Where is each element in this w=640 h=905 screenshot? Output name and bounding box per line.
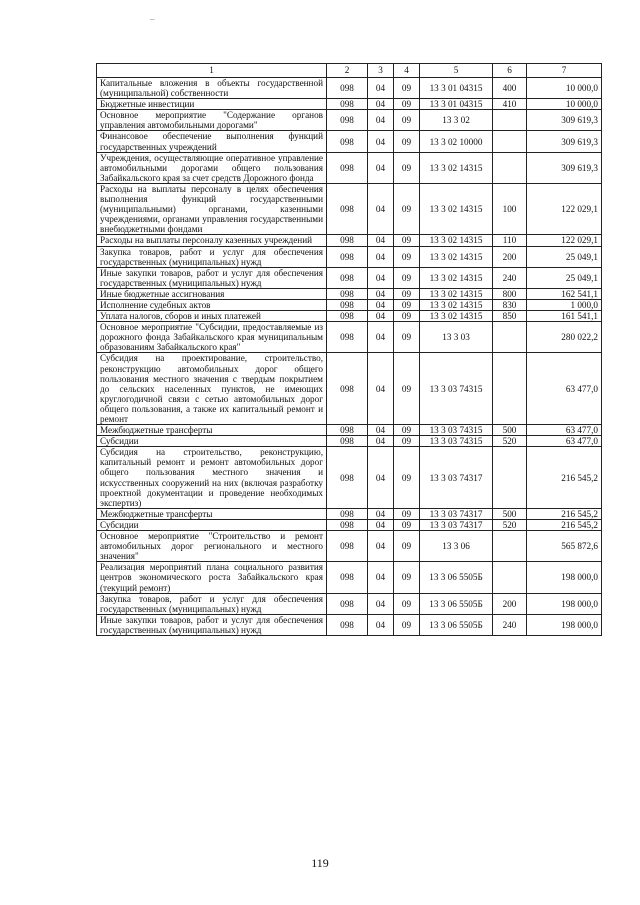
row-name-cell: Закупка товаров, работ и услуг для обеспечения государственных (муниципальных) нужд <box>97 593 327 614</box>
column-header: 7 <box>527 64 602 78</box>
table-row <box>97 436 602 447</box>
subsection-cell: 09 <box>394 614 420 635</box>
column-header: 6 <box>493 64 527 78</box>
target-article-cell: 13 3 02 10000 <box>420 131 493 152</box>
column-header: 4 <box>394 64 420 78</box>
admin-code-cell: 098 <box>327 78 368 99</box>
column-header: 2 <box>327 64 368 78</box>
admin-code-cell: 098 <box>327 110 368 131</box>
subsection-cell: 09 <box>394 562 420 593</box>
admin-code-cell: 098 <box>327 436 368 447</box>
target-article-cell: 13 3 02 14315 <box>420 183 493 234</box>
row-name-cell: Субсидии <box>97 519 327 530</box>
expense-type-cell: 830 <box>493 299 527 310</box>
subsection-cell: 09 <box>394 593 420 614</box>
target-article-cell: 13 3 02 14315 <box>420 299 493 310</box>
target-article-cell: 13 3 02 <box>420 110 493 131</box>
amount-cell: 63 477,0 <box>527 353 602 425</box>
amount-cell: 161 541,1 <box>527 311 602 322</box>
admin-code-cell: 098 <box>327 267 368 288</box>
subsection-cell: 09 <box>394 267 420 288</box>
target-article-cell: 13 3 03 74315 <box>420 353 493 425</box>
expense-type-cell <box>493 447 527 509</box>
subsection-cell: 09 <box>394 183 420 234</box>
section-cell: 04 <box>368 99 394 110</box>
target-article-cell: 13 3 06 5505Б <box>420 562 493 593</box>
section-cell: 04 <box>368 131 394 152</box>
table-row <box>97 322 602 353</box>
section-cell: 04 <box>368 299 394 310</box>
expense-type-cell: 500 <box>493 425 527 436</box>
subsection-cell: 09 <box>394 311 420 322</box>
admin-code-cell: 098 <box>327 288 368 299</box>
target-article-cell: 13 3 01 04315 <box>420 78 493 99</box>
amount-cell: 10 000,0 <box>527 78 602 99</box>
subsection-cell: 09 <box>394 425 420 436</box>
expense-type-cell: 400 <box>493 78 527 99</box>
admin-code-cell: 098 <box>327 246 368 267</box>
subsection-cell: 09 <box>394 322 420 353</box>
target-article-cell: 13 3 03 <box>420 322 493 353</box>
section-cell: 04 <box>368 593 394 614</box>
subsection-cell: 09 <box>394 519 420 530</box>
row-name-cell: Закупка товаров, работ и услуг для обеспечения государственных (муниципальных) нужд <box>97 246 327 267</box>
section-cell: 04 <box>368 152 394 183</box>
admin-code-cell: 098 <box>327 299 368 310</box>
admin-code-cell: 098 <box>327 562 368 593</box>
amount-cell: 162 541,1 <box>527 288 602 299</box>
expense-type-cell: 200 <box>493 246 527 267</box>
expense-type-cell: 240 <box>493 614 527 635</box>
amount-cell: 216 545,2 <box>527 508 602 519</box>
row-name-cell: Иные закупки товаров, работ и услуг для обеспечения государственных (муниципальных) нужд <box>97 614 327 635</box>
subsection-cell: 09 <box>394 353 420 425</box>
section-cell: 04 <box>368 531 394 562</box>
expense-type-cell <box>493 562 527 593</box>
amount-cell: 25 049,1 <box>527 246 602 267</box>
subsection-cell: 09 <box>394 288 420 299</box>
section-cell: 04 <box>368 78 394 99</box>
table-row <box>97 311 602 322</box>
section-cell: 04 <box>368 447 394 509</box>
expense-type-cell <box>493 110 527 131</box>
section-cell: 04 <box>368 246 394 267</box>
expense-type-cell <box>493 322 527 353</box>
expense-type-cell <box>493 152 527 183</box>
amount-cell: 10 000,0 <box>527 99 602 110</box>
section-cell: 04 <box>368 519 394 530</box>
section-cell: 04 <box>368 311 394 322</box>
subsection-cell: 09 <box>394 246 420 267</box>
expense-type-cell: 100 <box>493 183 527 234</box>
subsection-cell: 09 <box>394 531 420 562</box>
admin-code-cell: 098 <box>327 353 368 425</box>
admin-code-cell: 098 <box>327 593 368 614</box>
table-row <box>97 267 602 288</box>
expense-type-cell: 500 <box>493 508 527 519</box>
expense-type-cell: 410 <box>493 99 527 110</box>
target-article-cell: 13 3 02 14315 <box>420 267 493 288</box>
admin-code-cell: 098 <box>327 152 368 183</box>
target-article-cell: 13 3 03 74315 <box>420 425 493 436</box>
table-row <box>97 131 602 152</box>
target-article-cell: 13 3 02 14315 <box>420 152 493 183</box>
table-row <box>97 288 602 299</box>
section-cell: 04 <box>368 183 394 234</box>
admin-code-cell: 098 <box>327 519 368 530</box>
admin-code-cell: 098 <box>327 447 368 509</box>
expense-type-cell: 850 <box>493 311 527 322</box>
admin-code-cell: 098 <box>327 183 368 234</box>
section-cell: 04 <box>368 508 394 519</box>
subsection-cell: 09 <box>394 131 420 152</box>
expense-type-cell <box>493 131 527 152</box>
row-name-cell: Межбюджетные трансферты <box>97 508 327 519</box>
subsection-cell: 09 <box>394 78 420 99</box>
amount-cell: 122 029,1 <box>527 183 602 234</box>
admin-code-cell: 098 <box>327 322 368 353</box>
target-article-cell: 13 3 03 74315 <box>420 436 493 447</box>
table-row <box>97 531 602 562</box>
target-article-cell: 13 3 06 <box>420 531 493 562</box>
row-name-cell: Расходы на выплаты персоналу в целях обеспечения выполнения функций государственными (муниципальными) органами, казенными учреждениями, органами управления государственными внебюджетными фондами <box>97 183 327 234</box>
target-article-cell: 13 3 03 74317 <box>420 447 493 509</box>
section-cell: 04 <box>368 562 394 593</box>
row-name-cell: Субсидия на строительство, реконструкцию, капитальный ремонт и ремонт автомобильных дорог общего пользования местного значения и искусственных сооружений на них (включая разработку проектной документации и проведение необходимых экспертиз) <box>97 447 327 509</box>
amount-cell: 309 619,3 <box>527 110 602 131</box>
admin-code-cell: 098 <box>327 235 368 246</box>
table-row <box>97 78 602 99</box>
table-row <box>97 614 602 635</box>
table-row <box>97 508 602 519</box>
target-article-cell: 13 3 03 74317 <box>420 508 493 519</box>
column-header: 3 <box>368 64 394 78</box>
section-cell: 04 <box>368 614 394 635</box>
table-row <box>97 562 602 593</box>
target-article-cell: 13 3 01 04315 <box>420 99 493 110</box>
amount-cell: 198 000,0 <box>527 614 602 635</box>
amount-cell: 280 022,2 <box>527 322 602 353</box>
row-name-cell: Иные закупки товаров, работ и услуг для обеспечения государственных (муниципальных) нужд <box>97 267 327 288</box>
table-row <box>97 246 602 267</box>
section-cell: 04 <box>368 110 394 131</box>
table-row <box>97 99 602 110</box>
row-name-cell: Субсидии <box>97 436 327 447</box>
amount-cell: 63 477,0 <box>527 425 602 436</box>
row-name-cell: Межбюджетные трансферты <box>97 425 327 436</box>
admin-code-cell: 098 <box>327 425 368 436</box>
expense-type-cell <box>493 353 527 425</box>
expense-type-cell: 800 <box>493 288 527 299</box>
target-article-cell: 13 3 02 14315 <box>420 311 493 322</box>
row-name-cell: Реализация мероприятий плана социального развития центров экономического роста Забайкальского края (текущий ремонт) <box>97 562 327 593</box>
table-row <box>97 183 602 234</box>
table-row <box>97 353 602 425</box>
section-cell: 04 <box>368 436 394 447</box>
target-article-cell: 13 3 02 14315 <box>420 246 493 267</box>
row-name-cell: Бюджетные инвестиции <box>97 99 327 110</box>
subsection-cell: 09 <box>394 110 420 131</box>
section-cell: 04 <box>368 235 394 246</box>
amount-cell: 309 619,3 <box>527 131 602 152</box>
amount-cell: 1 000,0 <box>527 299 602 310</box>
subsection-cell: 09 <box>394 152 420 183</box>
header-row <box>97 64 602 78</box>
admin-code-cell: 098 <box>327 99 368 110</box>
admin-code-cell: 098 <box>327 508 368 519</box>
table-body <box>97 78 602 636</box>
admin-code-cell: 098 <box>327 131 368 152</box>
table-row <box>97 152 602 183</box>
table-row <box>97 299 602 310</box>
table-row <box>97 519 602 530</box>
expense-type-cell: 110 <box>493 235 527 246</box>
scan-mark: – <box>150 14 155 24</box>
subsection-cell: 09 <box>394 299 420 310</box>
row-name-cell: Расходы на выплаты персоналу казенных учреждений <box>97 235 327 246</box>
section-cell: 04 <box>368 353 394 425</box>
expense-type-cell: 200 <box>493 593 527 614</box>
subsection-cell: 09 <box>394 436 420 447</box>
section-cell: 04 <box>368 322 394 353</box>
row-name-cell: Исполнение судебных актов <box>97 299 327 310</box>
row-name-cell: Основное мероприятие "Субсидии, предоставляемые из дорожного фонда Забайкальского края муниципальным образованиям Забайкальского края" <box>97 322 327 353</box>
amount-cell: 198 000,0 <box>527 562 602 593</box>
target-article-cell: 13 3 02 14315 <box>420 288 493 299</box>
row-name-cell: Иные бюджетные ассигнования <box>97 288 327 299</box>
table-row <box>97 447 602 509</box>
admin-code-cell: 098 <box>327 311 368 322</box>
amount-cell: 565 872,6 <box>527 531 602 562</box>
amount-cell: 25 049,1 <box>527 267 602 288</box>
section-cell: 04 <box>368 425 394 436</box>
amount-cell: 309 619,3 <box>527 152 602 183</box>
section-cell: 04 <box>368 288 394 299</box>
table-row <box>97 235 602 246</box>
table-row <box>97 425 602 436</box>
section-cell: 04 <box>368 267 394 288</box>
column-header: 1 <box>97 64 327 78</box>
expense-type-cell: 240 <box>493 267 527 288</box>
admin-code-cell: 098 <box>327 614 368 635</box>
subsection-cell: 09 <box>394 99 420 110</box>
subsection-cell: 09 <box>394 235 420 246</box>
row-name-cell: Уплата налогов, сборов и иных платежей <box>97 311 327 322</box>
row-name-cell: Учреждения, осуществляющие оперативное управление автомобильными дорогами общего пользования Забайкальского края за счет средств Дорожного фонда <box>97 152 327 183</box>
amount-cell: 122 029,1 <box>527 235 602 246</box>
subsection-cell: 09 <box>394 447 420 509</box>
expense-type-cell <box>493 531 527 562</box>
amount-cell: 216 545,2 <box>527 447 602 509</box>
row-name-cell: Субсидия на проектирование, строительство, реконструкцию автомобильных дорог общего пользования местного значения с твердым покрытием до сельских населенных пунктов, не имеющих круглогодичной связи с сетью автомобильных дорог общего пользования, а также их капитальный ремонт и ремонт <box>97 353 327 425</box>
amount-cell: 216 545,2 <box>527 519 602 530</box>
target-article-cell: 13 3 02 14315 <box>420 235 493 246</box>
row-name-cell: Капитальные вложения в объекты государственной (муниципальной) собственности <box>97 78 327 99</box>
row-name-cell: Основное мероприятие "Содержание органов управления автомобильными дорогами" <box>97 110 327 131</box>
table-row <box>97 110 602 131</box>
target-article-cell: 13 3 06 5505Б <box>420 614 493 635</box>
admin-code-cell: 098 <box>327 531 368 562</box>
amount-cell: 198 000,0 <box>527 593 602 614</box>
subsection-cell: 09 <box>394 508 420 519</box>
page-number: 119 <box>311 856 329 870</box>
row-name-cell: Финансовое обеспечение выполнения функций государственных учреждений <box>97 131 327 152</box>
amount-cell: 63 477,0 <box>527 436 602 447</box>
expense-type-cell: 520 <box>493 436 527 447</box>
column-header: 5 <box>420 64 493 78</box>
target-article-cell: 13 3 03 74317 <box>420 519 493 530</box>
table-row <box>97 593 602 614</box>
target-article-cell: 13 3 06 5505Б <box>420 593 493 614</box>
expense-type-cell: 520 <box>493 519 527 530</box>
table-header <box>97 64 602 78</box>
row-name-cell: Основное мероприятие "Строительство и ремонт автомобильных дорог регионального и местного значения" <box>97 531 327 562</box>
budget-table <box>96 63 602 636</box>
